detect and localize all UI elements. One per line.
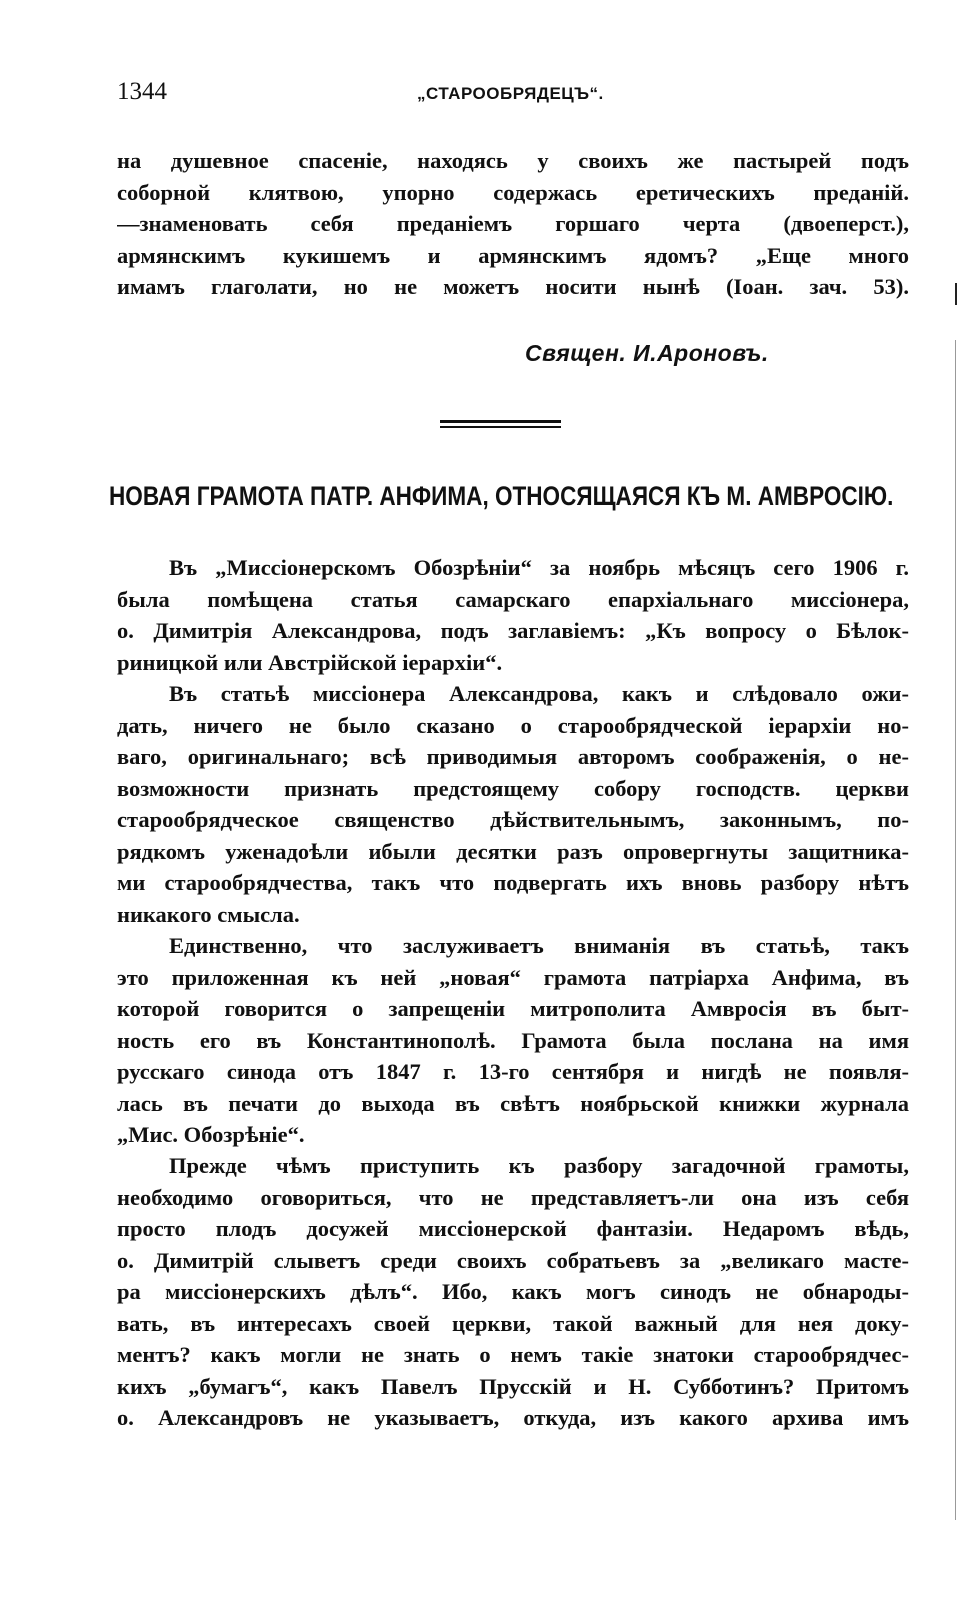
text-line: русскаго синода отъ 1847 г. 13-го сентября и нигдѣ не появля- (117, 1059, 909, 1084)
text-line: возможности признать предстоящему собору господств. церкви (117, 775, 909, 801)
text-line: ми старообрядчества, такъ что подвергать ихъ вновь разбору нѣтъ (117, 870, 909, 895)
text-line: армянскимъ кукишемъ и армянскимъ ядомъ? „Еще много (117, 242, 909, 268)
text-line: была помѣщена статья самарскаго епархіальнаго миссіонера, (117, 586, 909, 612)
scan-edge-mark (955, 283, 957, 305)
text-line: о. Димитрія Александрова, подъ заглавіемъ: „Къ вопросу о Бѣлок- (117, 618, 909, 643)
text-line: старообрядческое священство дѣйствительнымъ, законнымъ, по- (117, 807, 909, 832)
paragraph-3 (117, 930, 909, 1151)
page-header (117, 78, 913, 118)
paragraph-2 (117, 678, 909, 930)
text-line: Въ „Миссіонерскомъ Обозрѣніи“ за ноябрь мѣсяцъ сего 1906 г. (169, 555, 909, 580)
text-line: ра миссіонерскихъ дѣлъ“. Ибо, какъ могъ синодъ не обнароды- (117, 1279, 909, 1304)
text-line: просто плодъ досужей миссіонерской фантазіи. Недаромъ вѣдь, (117, 1216, 909, 1241)
text-line: дать, ничего не было сказано о старообрядческой іерархіи но- (117, 712, 909, 738)
text-line: кихъ „бумагъ“, какъ Павелъ Прусскій и Н. Субботинъ? Притомъ (117, 1373, 909, 1399)
text-line: имамъ глаголати, но не можетъ носити нынѣ (Іоан. зач. 53). (117, 274, 909, 299)
text-line: вать, въ интересахъ своей церкви, такой важный для нея доку- (117, 1310, 909, 1336)
article-title: НОВАЯ ГРАМОТА ПАТР. АНФИМА, ОТНОСЯЩАЯСЯ КЪ М. АМВРОСІЮ. (109, 481, 894, 511)
text-line: рядкомъ уженадоѣли ибыли десятки разъ опровергнуты защитника- (117, 838, 909, 864)
text-line: ваго, оригинальнаго; всѣ приводимыя авторомъ соображенія, о не- (117, 744, 909, 769)
text-line: соборной клятвою, упорно содержась еретическихъ преданій. (117, 179, 909, 205)
author-signature: Священ. И.Ароновъ. (525, 340, 769, 366)
text-line: „Мис. Обозрѣніе“. (117, 1122, 305, 1147)
text-line: на душевное спасеніе, находясь у своихъ же пастырей подъ (117, 148, 909, 173)
text-line: никакого смысла. (117, 901, 300, 927)
running-title: „СТАРООБРЯДЕЦЪ“. (417, 84, 604, 103)
text-line: которой говорится о запрещеніи митрополита Амвросія въ быт- (117, 996, 909, 1021)
text-line: Прежде чѣмъ приступить къ разбору загадочной грамоты, (169, 1153, 909, 1178)
text-line: о. Димитрій слыветъ среди своихъ собратьевъ за „великаго масте- (117, 1247, 909, 1273)
page-number: 1344 (117, 78, 167, 105)
text-line: лась въ печати до выхода въ свѣтъ ноябрьской книжки журнала (117, 1090, 909, 1116)
text-line: ментъ? какъ могли не знать о немъ такіе знатоки старообрядчес- (117, 1342, 909, 1367)
continuation-paragraph (117, 145, 909, 303)
text-line: о. Александровъ не указываетъ, откуда, изъ какого архива имъ (117, 1405, 909, 1430)
scan-edge-line (955, 340, 956, 1520)
paragraph-4 (117, 1150, 909, 1434)
text-line: это приложенная къ ней „новая“ грамота патріарха Анфима, въ (117, 964, 909, 990)
section-divider (440, 420, 561, 423)
text-line: риницкой или Австрійской іерархіи“. (117, 649, 503, 675)
text-line: Въ статьѣ миссіонера Александрова, какъ и слѣдовало ожи- (169, 681, 909, 706)
text-line: ность его въ Константинополѣ. Грамота была послана на имя (117, 1027, 909, 1053)
text-line: необходимо оговориться, что не представляетъ-ли она изъ себя (117, 1184, 909, 1210)
text-line: —знаменовать себя преданіемъ горшаго черта (двоеперст.), (117, 211, 909, 236)
paragraph-1 (117, 552, 909, 678)
text-line: Единственно, что заслуживаетъ вниманія въ статьѣ, такъ (169, 933, 909, 958)
